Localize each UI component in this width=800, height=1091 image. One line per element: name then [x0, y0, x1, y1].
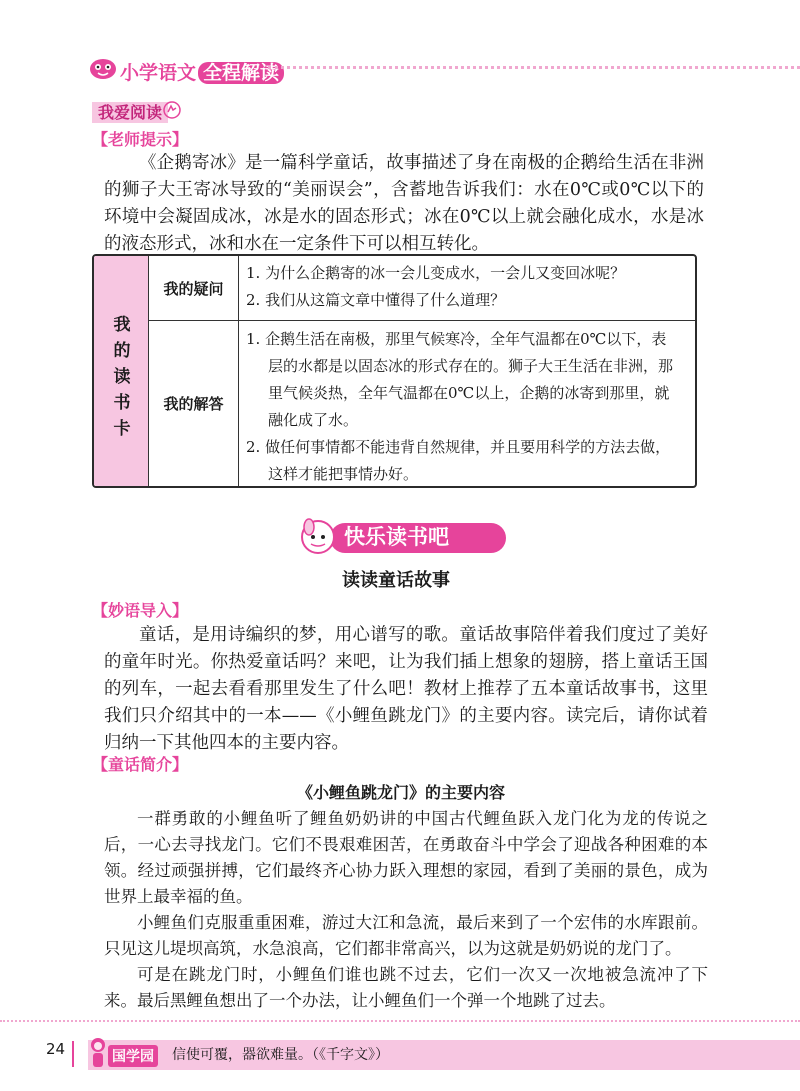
question-item: 1. 为什么企鹅寄的冰一会儿变成水，一会儿又变回冰呢？: [246, 264, 626, 282]
happy-reading-title: 快乐读书吧: [344, 525, 449, 549]
section-label-reading: 我爱阅读: [92, 100, 168, 123]
question-list: [246, 260, 682, 314]
answer-item: 1. 企鹅生活在南极，那里气候寒冷，全年气温都在0℃以下，表层的水都是以固态冰的形式存在的。狮子大王生活在非洲，那里气候炎热，全年气温都在0℃以上，企鹅的冰寄到那里，就融化成了水。: [246, 330, 674, 429]
summary-title: 《小鲤鱼跳龙门》的主要内容: [297, 783, 506, 802]
header-divider: [268, 66, 800, 69]
mascot-icon: [88, 1036, 108, 1070]
answer-item: 2. 做任何事情都不能违背自然规律，并且要用科学的方法去做，这样才能把事情办好。: [246, 438, 671, 483]
footer-accent-bar: [72, 1041, 74, 1067]
footer-divider: [0, 1020, 800, 1022]
question-label: 我的疑问: [149, 256, 239, 320]
intro-text: 童话，是用诗编织的梦，用心谱写的歌。童话故事陪伴着我们度过了美好的童年时光。你热爱童话吗？来吧，让为我们插上想象的翅膀，搭上童话王国的列车，一起去看看那里发生了什么吧！教材上推荐了五本童话故事书，这里我们只介绍其中的一本——《小鲤鱼跳龙门》的主要内容。读完后，请你试着归纳一下其他四本的主要内容。: [104, 625, 708, 753]
cartoon-logo-icon: [88, 56, 118, 80]
intro-label: 【妙语导入】: [92, 601, 189, 620]
teacher-tip-label: 【老师提示】: [92, 130, 189, 149]
summary-paragraph: 一群勇敢的小鲤鱼听了鲤鱼奶奶讲的中国古代鲤鱼跃入龙门化为龙的传说之后，一心去寻找龙门。它们不畏艰难困苦，在勇敢奋斗中学会了迎战各种困难的本领。经过顽强拼搏，它们最终齐心协力跃入理想的家园，看到了美丽的景色，成为世界上最幸福的鱼。: [104, 809, 708, 906]
header-title: 小学语文 全程解读: [120, 58, 284, 85]
page-number: 24: [46, 1040, 66, 1058]
question-item: 2. 我们从这篇文章中懂得了什么道理？: [246, 291, 506, 309]
summary-paragraph: 小鲤鱼们克服重重困难，游过大江和急流，最后来到了一个宏伟的水库跟前。只见这儿堤坝高筑，水急浪高，它们都非常高兴，以为这就是奶奶说的龙门了。: [104, 913, 708, 958]
answer-list: [246, 326, 676, 488]
hand-icon: [162, 100, 182, 120]
teacher-tip-text: 《企鹅寄冰》是一篇科学童话，故事描述了身在南极的企鹅给生活在非洲的狮子大王寄冰导致的“美丽误会”，含蓄地告诉我们：水在0℃或0℃以下的环境中会凝固成冰，冰是水的固态形式；冰在0℃以上就会融化成水，水是冰的液态形式，冰和水在一定条件下可以相互转化。: [104, 153, 704, 254]
summary-label: 【童话简介】: [92, 755, 189, 774]
summary-paragraph: 可是在跳龙门时，小鲤鱼们谁也跳不过去，它们一次又一次地被急流冲了下来。最后黑鲤鱼想出了一个办法，让小鲤鱼们一个弹一个地跳了过去。: [104, 965, 708, 1010]
article-title: 读读童话故事: [342, 570, 450, 591]
footer-tag: 国学园: [108, 1045, 158, 1067]
card-title: 我的读书卡: [113, 315, 131, 439]
footer-quote: 信使可覆，器欲难量。（《千字文》）: [172, 1047, 389, 1063]
reading-card: [92, 254, 697, 488]
answer-label: 我的解答: [149, 321, 239, 486]
